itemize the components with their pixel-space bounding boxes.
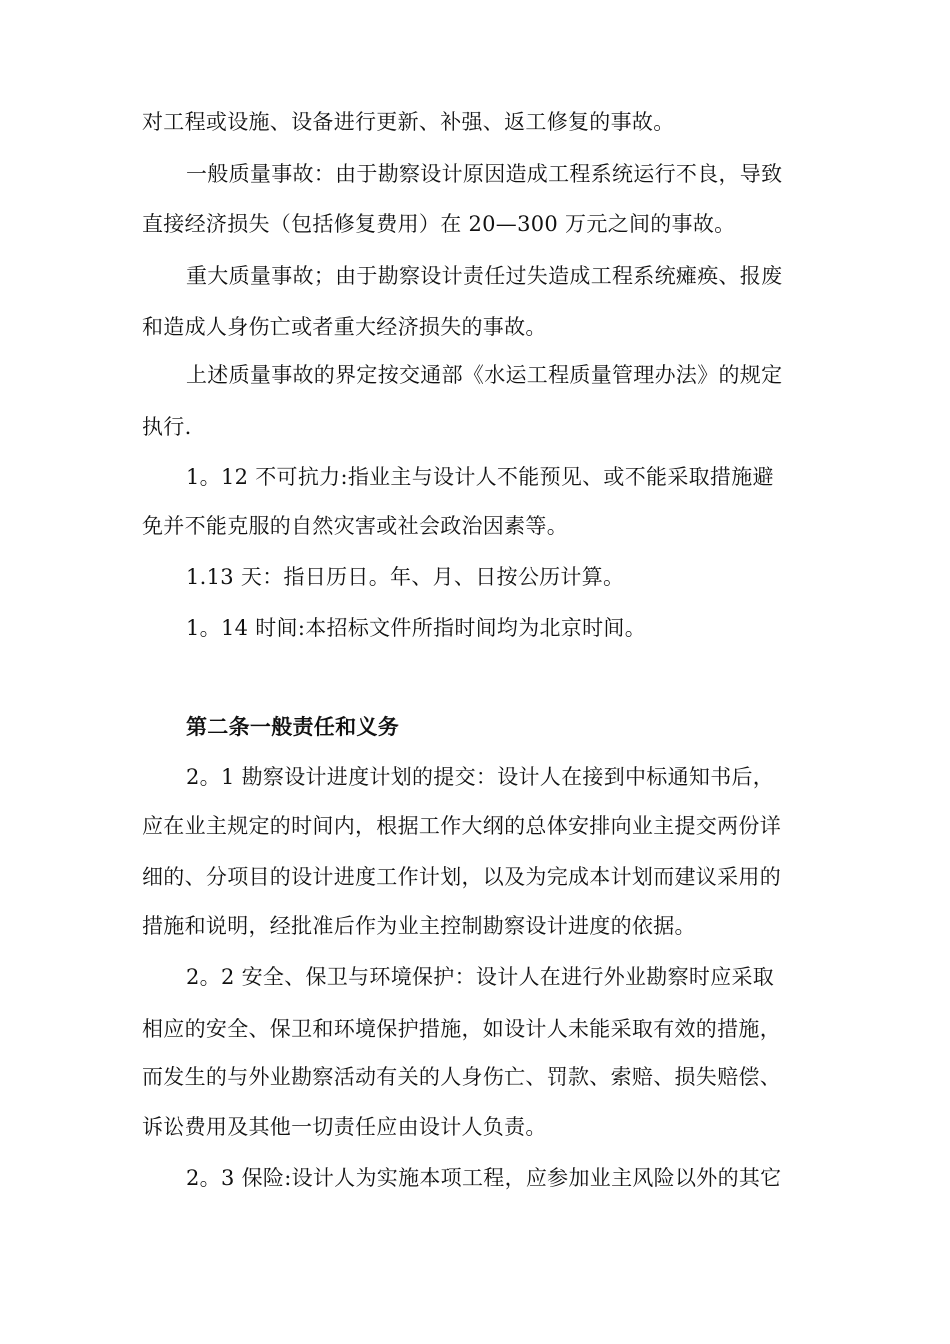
text-line: 1。12 不可抗力:指业主与设计人不能预见、或不能采取措施避: [186, 465, 774, 489]
text-line: 直接经济损失（包括修复费用）在 20—300 万元之间的事故。: [142, 212, 736, 236]
text-line: 诉讼费用及其他一切责任应由设计人负责。: [142, 1115, 547, 1139]
text-line: 免并不能克服的自然灾害或社会政治因素等。: [142, 514, 568, 538]
text-line: 上述质量事故的界定按交通部《水运工程质量管理办法》的规定: [186, 363, 783, 387]
text-line: 2。3 保险:设计人为实施本项工程，应参加业主风险以外的其它: [186, 1166, 782, 1190]
text-line: 细的、分项目的设计进度工作计划，以及为完成本计划而建议采用的: [142, 865, 781, 889]
text-line: 一般质量事故：由于勘察设计原因造成工程系统运行不良，导致: [186, 162, 783, 186]
text-line: 重大质量事故；由于勘察设计责任过失造成工程系统瘫痪、报废: [186, 264, 783, 288]
text-line: 执行.: [142, 415, 192, 439]
text-line: 相应的安全、保卫和环境保护措施，如设计人未能采取有效的措施，: [142, 1017, 781, 1041]
text-line: 2。2 安全、保卫与环境保护：设计人在进行外业勘察时应采取: [186, 965, 775, 989]
text-line: 应在业主规定的时间内，根据工作大纲的总体安排向业主提交两份详: [142, 814, 781, 838]
text-line: 1。14 时间:本招标文件所指时间均为北京时间。: [186, 616, 647, 640]
text-line: 而发生的与外业勘察活动有关的人身伤亡、罚款、索赔、损失赔偿、: [142, 1065, 781, 1089]
text-line: 1.13 天：指日历日。年、月、日按公历计算。: [186, 565, 625, 589]
text-line: 2。1 勘察设计进度计划的提交：设计人在接到中标通知书后，: [186, 765, 775, 789]
section-heading: 第二条一般责任和义务: [186, 715, 399, 739]
text-line: 措施和说明，经批准后作为业主控制勘察设计进度的依据。: [142, 914, 696, 938]
text-line: 对工程或设施、设备进行更新、补强、返工修复的事故。: [142, 110, 675, 134]
text-line: 和造成人身伤亡或者重大经济损失的事故。: [142, 315, 547, 339]
